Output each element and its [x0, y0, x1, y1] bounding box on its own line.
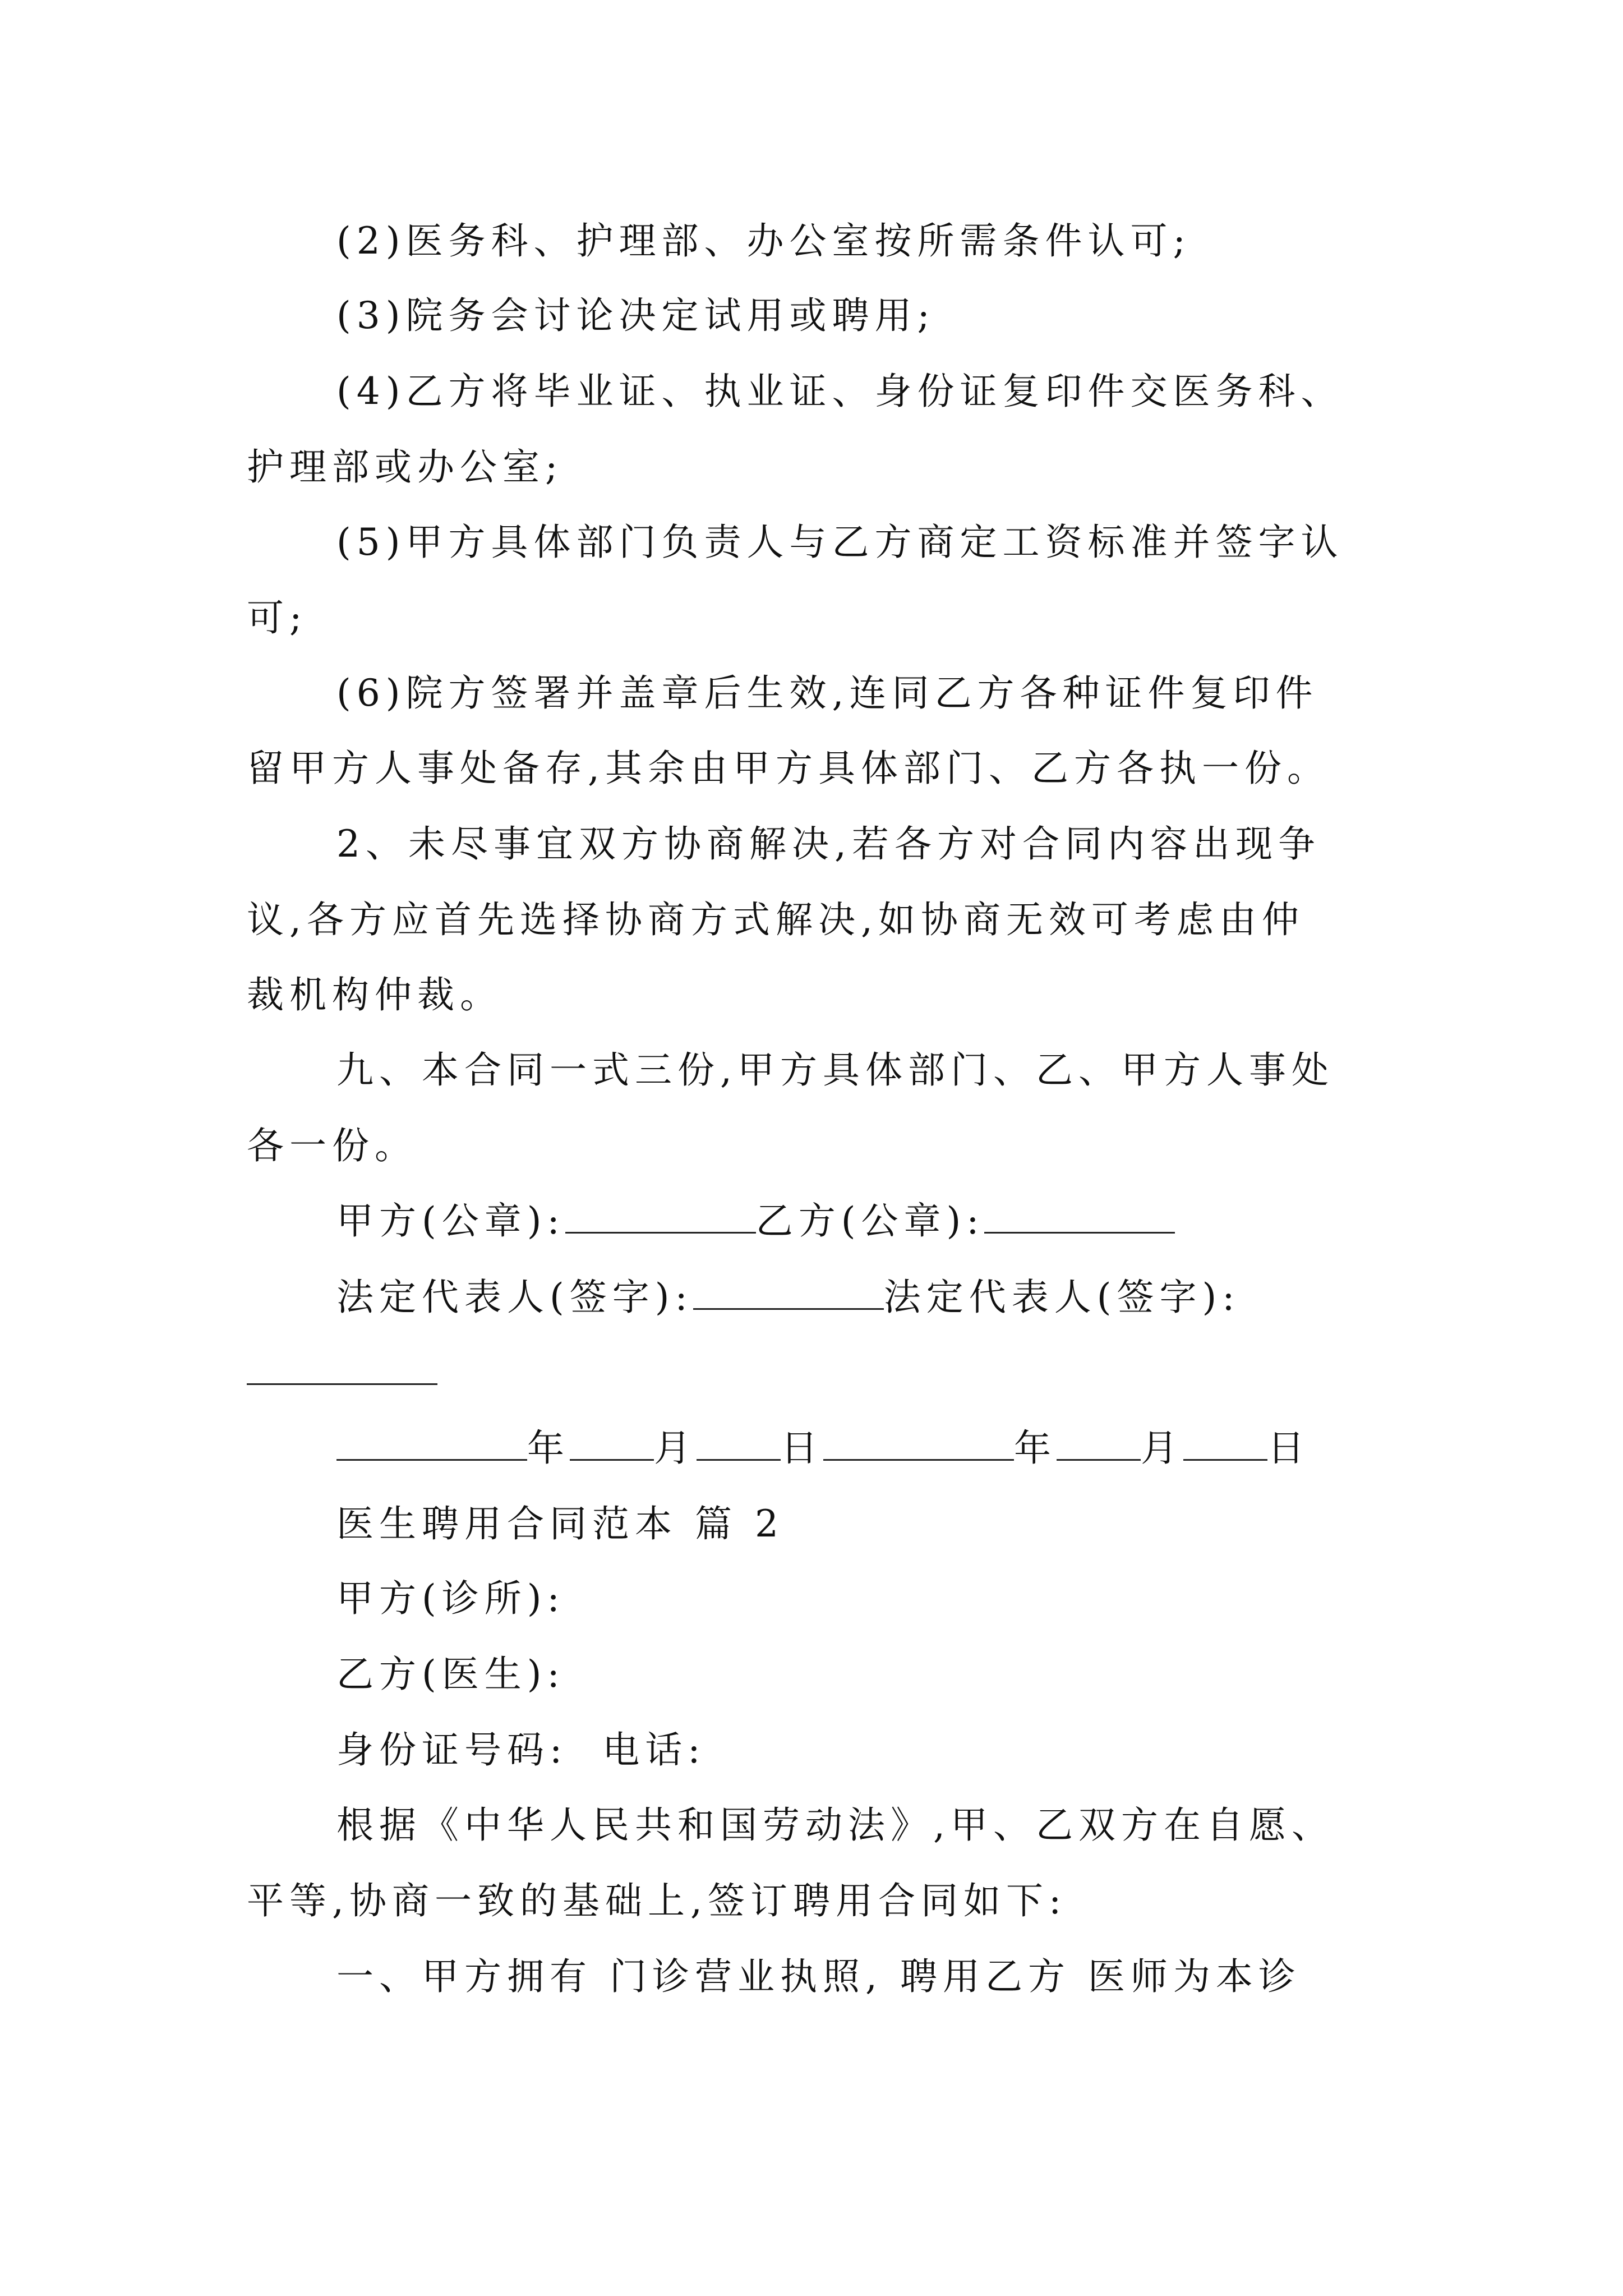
party-a-seal-blank: [565, 1197, 756, 1234]
date-row: [336, 1420, 1310, 1476]
representative-signature-row: [336, 1269, 1240, 1326]
id-phone-line: 身份证号码: 电话:: [336, 1728, 706, 1772]
party-a-representative-label: 法定代表人(签字):: [336, 1276, 693, 1319]
clause-one-line: 一、甲方拥有 门诊营业执照, 聘用乙方 医师为本诊: [336, 1955, 1301, 1998]
preamble-line: 根据《中华人民共和国劳动法》,甲、乙双方在自愿、: [336, 1803, 1334, 1847]
clause-item-2-line: 2、未尽事宜双方协商解决,若各方对合同内容出现争: [336, 822, 1321, 866]
date-a-year-blank: [336, 1424, 527, 1461]
party-b-seal-blank: [984, 1197, 1175, 1234]
clause-4-continuation: 护理部或办公室;: [247, 445, 564, 489]
clause-item-2-continuation: 议,各方应首先选择协商方式解决,如协商无效可考虑由仲: [247, 898, 1304, 941]
date-b-month-label: 月: [1141, 1427, 1183, 1470]
clause-5-line: (5)甲方具体部门负责人与乙方商定工资标准并签字认: [336, 521, 1344, 564]
date-b-year-blank: [823, 1424, 1014, 1461]
clause-nine-line: 九、本合同一式三份,甲方具体部门、乙、甲方人事处: [336, 1048, 1334, 1092]
clause-2-line: (2)医务科、护理部、办公室按所需条件认可;: [336, 219, 1191, 263]
date-a-year-label: 年: [527, 1427, 570, 1470]
date-b-year-label: 年: [1014, 1427, 1057, 1470]
date-b-day-blank: [1183, 1424, 1267, 1461]
party-a-representative-blank: [693, 1273, 884, 1310]
clause-6-line: (6)院方签署并盖章后生效,连同乙方各种证件复印件: [336, 671, 1318, 715]
clause-3-line: (3)院务会讨论决定试用或聘用;: [336, 294, 935, 337]
date-a-day-blank: [697, 1424, 781, 1461]
clause-5-continuation: 可;: [247, 596, 308, 639]
date-a-day-label: 日: [781, 1427, 823, 1470]
clause-nine-continuation: 各一份。: [247, 1124, 417, 1167]
date-b-day-label: 日: [1267, 1427, 1310, 1470]
party-b-representative-blank-row: [247, 1345, 437, 1401]
party-b-doctor-line: 乙方(医生):: [336, 1653, 565, 1696]
date-b-month-blank: [1057, 1424, 1141, 1461]
preamble-continuation: 平等,协商一致的基础上,签订聘用合同如下:: [247, 1879, 1067, 1922]
party-b-representative-blank: [247, 1349, 437, 1385]
clause-6-continuation: 留甲方人事处备存,其余由甲方具体部门、乙方各执一份。: [247, 747, 1330, 790]
date-a-month-label: 月: [654, 1427, 697, 1470]
party-a-seal-label: 甲方(公章):: [336, 1199, 565, 1243]
section-title: 医生聘用合同范本 篇 2: [336, 1502, 784, 1545]
party-b-seal-label: 乙方(公章):: [755, 1199, 985, 1243]
clause-4-line: (4)乙方将毕业证、执业证、身份证复印件交医务科、: [336, 370, 1344, 413]
clause-item-2-end: 裁机构仲裁。: [247, 973, 502, 1016]
seal-signature-row: [336, 1193, 1175, 1249]
date-a-month-blank: [570, 1424, 654, 1461]
party-b-representative-label: 法定代表人(签字):: [883, 1276, 1241, 1319]
party-a-clinic-line: 甲方(诊所):: [336, 1577, 565, 1620]
